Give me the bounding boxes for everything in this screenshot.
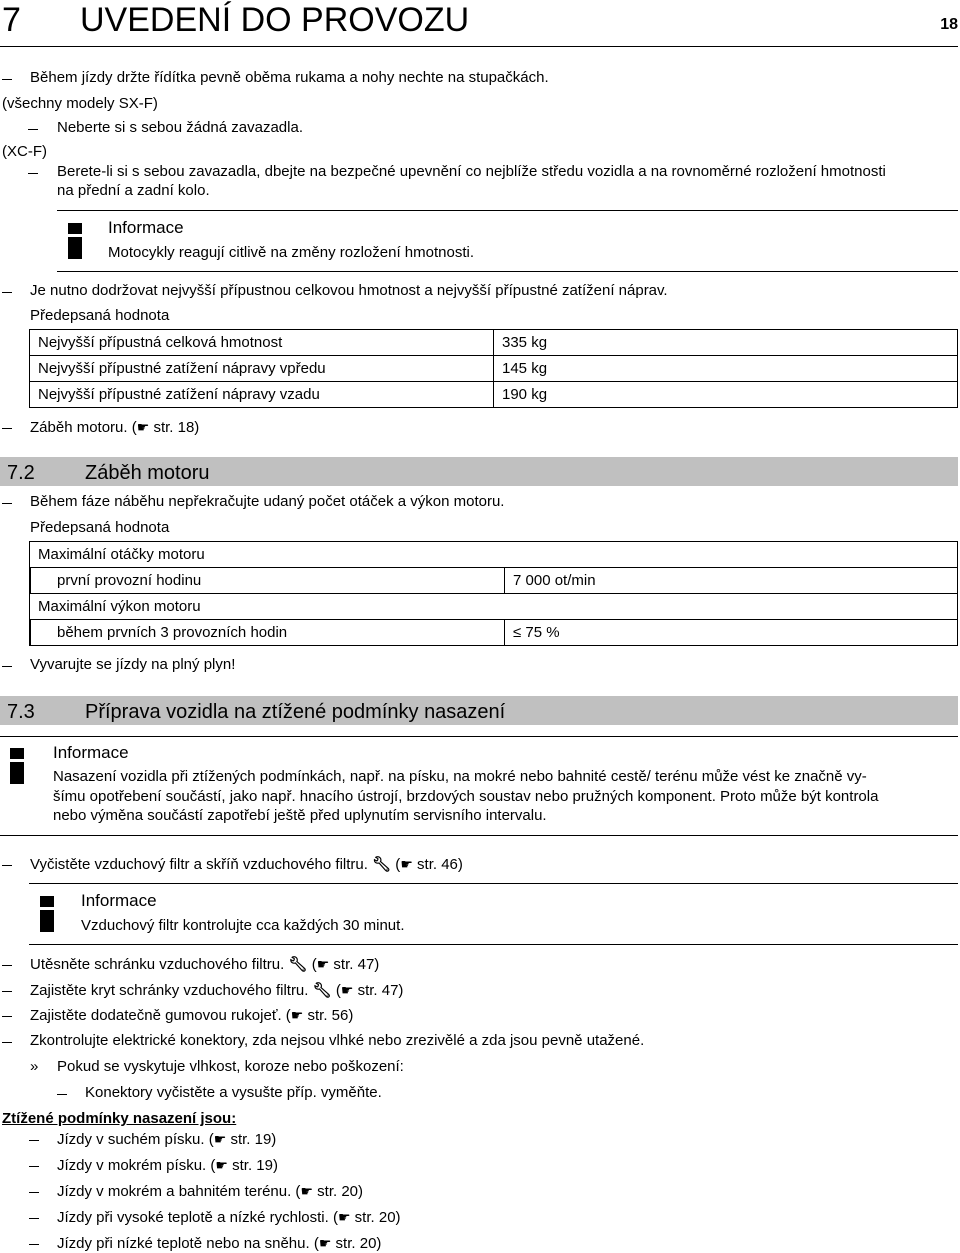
- pointing-hand-icon: ☛: [290, 1007, 304, 1023]
- table-row: [30, 356, 958, 382]
- info-icon: [10, 748, 24, 784]
- section-number: 7.2: [7, 462, 35, 484]
- spec-name: během prvních 3 provozních hodin: [31, 620, 505, 646]
- pointing-hand-icon: ☛: [337, 1209, 351, 1225]
- list-item-text: Jízdy v mokrém a bahnitém terénu. (: [57, 1183, 301, 1200]
- page-reference[interactable]: str. 56): [303, 1007, 354, 1024]
- list-item: Berete-li si s sebou zavazadla, dbejte na bezpečné upevnění co nejblíže středu vozidla a na rovnoměrné rozložení hmotnosti: [57, 163, 886, 180]
- list-item: [30, 1006, 353, 1025]
- spec-value: 7 000 ot/min: [505, 568, 958, 594]
- result-text: Pokud se vyskytuje vlhkost, koroze nebo poškození:: [57, 1058, 404, 1075]
- section-title: Záběh motoru: [85, 462, 210, 484]
- list-item-text: Jízdy v suchém písku. (: [57, 1131, 214, 1148]
- header-rule: [0, 46, 958, 47]
- table-row: [30, 330, 958, 356]
- model-label: (XC-F): [2, 143, 47, 160]
- list-item: [57, 1130, 276, 1149]
- info-text: Motocykly reagují citlivě na změny rozložení hmotnosti.: [108, 244, 474, 261]
- list-dash: [2, 666, 12, 667]
- list-dash: [28, 129, 38, 130]
- info-title: Informace: [108, 218, 184, 237]
- list-dash: [2, 292, 12, 293]
- list-item: Během jízdy držte řídítka pevně oběma rukama a nohy nechte na stupačkách.: [30, 69, 549, 86]
- list-item-text: Zajistěte kryt schránky vzduchového filtru.: [30, 982, 309, 999]
- spec-name: Nejvyšší přípustné zatížení nápravy vzadu: [30, 382, 494, 408]
- list-item-text: Jízdy při nízké teplotě nebo na sněhu. (: [57, 1235, 319, 1252]
- list-item: Neberte si s sebou žádná zavazadla.: [57, 119, 303, 136]
- spec-value: 335 kg: [494, 330, 958, 356]
- spec-group-title: Maximální výkon motoru: [30, 594, 958, 620]
- page-reference[interactable]: str. 18): [149, 419, 200, 436]
- page-reference[interactable]: str. 46): [412, 856, 463, 873]
- list-dash: [2, 991, 12, 992]
- list-dash: [2, 1016, 12, 1017]
- list-item: Vyčistěte vzduchový filtr a skříň vzduchového filtru. 🔧︎ (☛ str. 46): [30, 856, 463, 873]
- list-item-text: Vyčistěte vzduchový filtr a skříň vzduchového filtru.: [30, 856, 368, 873]
- spec-name: Nejvyšší přípustná celková hmotnost: [30, 330, 494, 356]
- page-reference[interactable]: str. 47): [353, 982, 404, 999]
- list-item: Vyvarujte se jízdy na plný plyn!: [30, 656, 236, 673]
- spec-label: Předepsaná hodnota: [30, 519, 170, 536]
- list-dash: [29, 1166, 39, 1167]
- engine-spec-table: [29, 541, 958, 646]
- spec-group-title: Maximální otáčky motoru: [30, 542, 958, 568]
- info-rule-top: [57, 210, 958, 211]
- spec-name: Nejvyšší přípustné zatížení nápravy vpředu: [30, 356, 494, 382]
- list-item: Je nutno dodržovat nejvyšší přípustnou celkovou hmotnost a nejvyšší přípustné zatížení náprav.: [30, 282, 668, 299]
- chapter-number: 7: [2, 1, 21, 39]
- list-dash: [28, 173, 38, 174]
- list-item-text: Utěsněte schránku vzduchového filtru.: [30, 956, 285, 973]
- page-reference[interactable]: str. 20): [331, 1235, 382, 1252]
- model-label: (všechny modely SX-F): [2, 95, 158, 112]
- table-row: [30, 568, 958, 594]
- list-item: Zajistěte kryt schránky vzduchového filtru. 🔧︎ (☛ str. 47): [30, 982, 404, 999]
- info-text: šímu opotřebení součástí, jako např. hnacího ústrojí, brzdových soustav nebo pružných komponent. Proto může být kontrola: [53, 788, 879, 805]
- list-dash: [2, 1042, 12, 1043]
- pointing-hand-icon: ☛: [213, 1131, 227, 1147]
- wrench-icon: 🔧︎: [372, 856, 392, 873]
- page-reference[interactable]: str. 20): [313, 1183, 364, 1200]
- list-dash: [2, 965, 12, 966]
- spec-value: 145 kg: [494, 356, 958, 382]
- list-item-text: Záběh motoru. (: [30, 419, 137, 436]
- spec-label: Předepsaná hodnota: [30, 307, 170, 324]
- table-row: [30, 594, 958, 620]
- info-rule-bottom: [0, 835, 958, 836]
- list-item-text: Jízdy při vysoké teplotě a nízké rychlosti. (: [57, 1209, 338, 1226]
- info-rule-top: [0, 736, 958, 737]
- page-reference[interactable]: str. 47): [329, 956, 380, 973]
- pointing-hand-icon: ☛: [316, 956, 330, 972]
- list-item-text: Jízdy v mokrém písku. (: [57, 1157, 216, 1174]
- list-item: Zkontrolujte elektrické konektory, zda nejsou vlhké nebo zrezivělé a zda jsou pevně utažené.: [30, 1032, 645, 1049]
- list-dash: [29, 1244, 39, 1245]
- info-text: Vzduchový filtr kontrolujte cca každých 30 minut.: [81, 917, 405, 934]
- list-dash: [29, 1218, 39, 1219]
- info-rule-bottom: [57, 271, 958, 272]
- info-rule-top: [29, 883, 958, 884]
- list-item: [57, 1156, 278, 1175]
- pointing-hand-icon: ☛: [318, 1235, 332, 1251]
- table-row: [30, 382, 958, 408]
- conditions-heading: Ztížené podmínky nasazení jsou:: [2, 1110, 237, 1127]
- chapter-title: UVEDENÍ DO PROVOZU: [80, 1, 470, 39]
- info-text: Nasazení vozidla při ztížených podmínkách, např. na písku, na mokré nebo bahnité cestě/ terénu může vést ke značně vy-: [53, 768, 867, 785]
- info-text: nebo výměna součástí zapotřebí ještě před uplynutím servisního intervalu.: [53, 807, 547, 824]
- list-dash: [29, 1140, 39, 1141]
- list-item: [57, 1208, 401, 1227]
- pointing-hand-icon: ☛: [300, 1183, 313, 1199]
- list-item: [57, 1234, 381, 1253]
- page-reference[interactable]: str. 19): [226, 1131, 277, 1148]
- pointing-hand-icon: ☛: [400, 856, 413, 872]
- info-title: Informace: [53, 743, 129, 762]
- list-item: Utěsněte schránku vzduchového filtru. 🔧︎ (☛ str. 47): [30, 956, 380, 973]
- page-reference[interactable]: str. 19): [227, 1157, 278, 1174]
- info-icon: [40, 896, 54, 932]
- list-dash: [57, 1094, 67, 1095]
- spec-name: první provozní hodinu: [31, 568, 505, 594]
- section-header-7-2: [0, 457, 958, 486]
- section-title: Příprava vozidla na ztížené podmínky nasazení: [85, 701, 506, 723]
- list-item-text: Zajistěte dodatečně gumovou rukojeť. (: [30, 1007, 291, 1024]
- info-icon: [68, 223, 82, 259]
- info-rule-bottom: [29, 944, 958, 945]
- section-number: 7.3: [7, 701, 35, 723]
- pointing-hand-icon: ☛: [340, 982, 354, 998]
- wrench-icon: 🔧︎: [288, 956, 308, 973]
- pointing-hand-icon: ☛: [136, 419, 150, 435]
- page-reference[interactable]: str. 20): [350, 1209, 401, 1226]
- list-item: Konektory vyčistěte a vysušte příp. vyměňte.: [85, 1084, 382, 1101]
- table-row: [30, 542, 958, 568]
- spec-value: 190 kg: [494, 382, 958, 408]
- pointing-hand-icon: ☛: [215, 1157, 228, 1173]
- list-item: [30, 418, 199, 437]
- list-item-continuation: na přední a zadní kolo.: [57, 182, 210, 199]
- list-item: [57, 1182, 363, 1201]
- info-title: Informace: [81, 891, 157, 910]
- list-dash: [2, 503, 12, 504]
- wrench-icon: 🔧︎: [312, 982, 332, 999]
- section-header-7-3: [0, 696, 958, 725]
- list-dash: [2, 428, 12, 429]
- spec-value: ≤ 75 %: [505, 620, 958, 646]
- page-number: 18: [940, 16, 958, 33]
- list-item: Během fáze náběhu nepřekračujte udaný počet otáček a výkon motoru.: [30, 493, 505, 510]
- result-marker: »: [30, 1058, 39, 1075]
- table-row: [30, 620, 958, 646]
- weight-spec-table: [29, 329, 958, 408]
- list-dash: [2, 865, 12, 866]
- list-dash: [2, 79, 12, 80]
- list-dash: [29, 1192, 39, 1193]
